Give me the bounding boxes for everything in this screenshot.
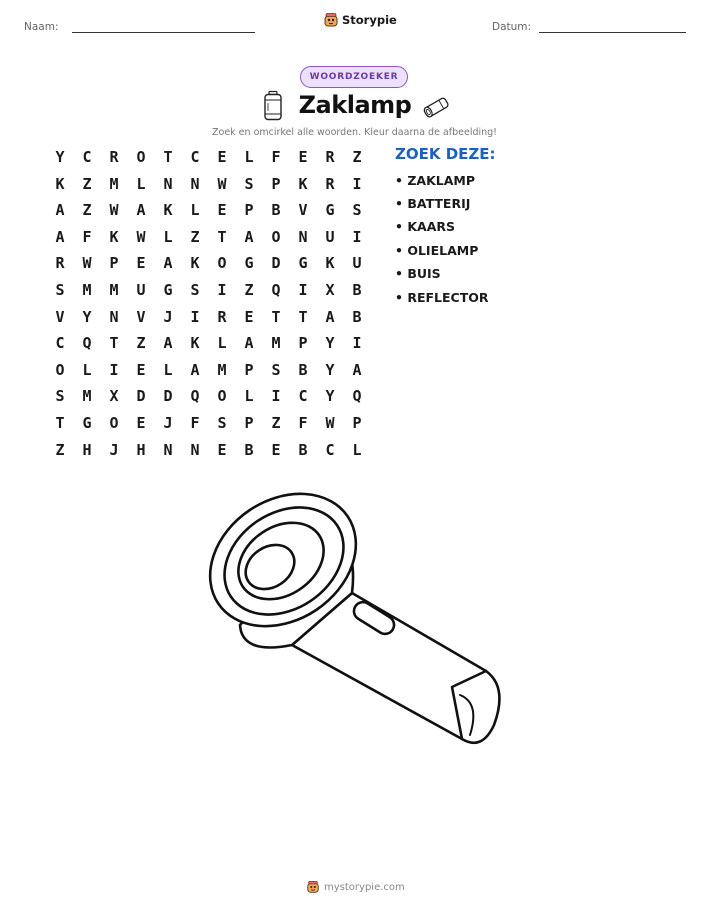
grid-letter[interactable]: E xyxy=(244,307,254,326)
name-label: Naam: xyxy=(24,21,59,33)
grid-letter[interactable]: L xyxy=(217,334,227,353)
page-title: Zaklamp xyxy=(298,91,412,119)
grid-letter[interactable]: B xyxy=(352,307,362,326)
grid-letter[interactable]: L xyxy=(244,387,254,406)
grid-letter[interactable]: Z xyxy=(82,201,92,220)
grid-letter[interactable]: I xyxy=(190,307,200,326)
grid-letter[interactable]: S xyxy=(217,414,227,432)
grid-letter[interactable]: E xyxy=(271,440,281,459)
grid-letter[interactable]: K xyxy=(298,174,308,193)
grid-row xyxy=(48,279,368,303)
grid-letter[interactable]: S xyxy=(244,174,254,193)
grid-letter[interactable]: D xyxy=(271,254,281,273)
grid-letter[interactable]: Z xyxy=(244,281,254,299)
grid-row xyxy=(48,385,368,409)
grid-letter[interactable]: E xyxy=(136,360,146,379)
grid-letter[interactable]: I xyxy=(352,227,362,246)
grid-letter[interactable]: F xyxy=(298,414,308,432)
grid-letter[interactable]: S xyxy=(55,281,65,299)
grid-letter[interactable]: Y xyxy=(55,148,65,166)
grid-letter[interactable]: A xyxy=(244,334,254,353)
grid-letter[interactable]: K xyxy=(109,227,119,246)
name-line[interactable] xyxy=(72,32,255,33)
grid-letter[interactable]: T xyxy=(55,414,65,432)
grid-letter[interactable]: O xyxy=(136,148,146,166)
grid-letter[interactable]: P xyxy=(271,174,281,193)
grid-letter[interactable]: E xyxy=(217,148,227,166)
grid-letter[interactable]: I xyxy=(217,281,227,299)
grid-letter[interactable]: A xyxy=(325,307,335,326)
grid-letter[interactable]: C xyxy=(55,334,65,353)
grid-letter[interactable]: B xyxy=(244,440,254,459)
grid-row xyxy=(48,173,368,197)
storypie-logo-icon xyxy=(323,12,339,28)
grid-row xyxy=(48,226,368,250)
grid-letter[interactable]: Q xyxy=(190,387,200,406)
grid-letter[interactable]: S xyxy=(55,387,65,406)
grid-letter[interactable]: O xyxy=(109,414,119,432)
grid-letter[interactable]: W xyxy=(109,201,119,220)
grid-letter[interactable]: P xyxy=(244,360,254,379)
grid-letter[interactable]: G xyxy=(163,281,173,299)
grid-letter[interactable]: R xyxy=(55,254,65,273)
grid-row xyxy=(48,332,368,356)
grid-letter[interactable]: Q xyxy=(82,334,92,353)
grid-letter[interactable]: T xyxy=(298,307,308,326)
grid-letter[interactable]: R xyxy=(325,148,335,166)
grid-letter[interactable]: G xyxy=(82,414,92,432)
grid-letter[interactable]: P xyxy=(244,414,254,432)
word-list-item: • KAARS xyxy=(395,219,456,234)
grid-letter[interactable]: Y xyxy=(325,387,335,406)
grid-letter[interactable]: C xyxy=(325,440,335,459)
grid-letter[interactable]: F xyxy=(190,414,200,432)
grid-letter[interactable]: L xyxy=(163,360,173,379)
grid-letter[interactable]: J xyxy=(109,440,119,459)
word-list-item: • REFLECTOR xyxy=(395,290,489,305)
grid-letter[interactable]: M xyxy=(109,174,119,193)
grid-letter[interactable]: Z xyxy=(55,440,65,459)
grid-letter[interactable]: M xyxy=(271,334,281,353)
brand-logo xyxy=(323,12,397,28)
grid-letter[interactable]: Z xyxy=(190,227,200,246)
puzzle-type-badge: WOORDZOEKER xyxy=(300,66,408,88)
grid-letter[interactable]: L xyxy=(352,440,362,459)
grid-letter[interactable]: L xyxy=(244,148,254,166)
grid-letter[interactable]: W xyxy=(217,174,227,193)
grid-letter[interactable]: U xyxy=(136,281,146,299)
grid-letter[interactable]: M xyxy=(82,387,92,406)
grid-row xyxy=(48,412,368,436)
grid-letter[interactable]: M xyxy=(217,360,227,379)
grid-letter[interactable]: A xyxy=(244,227,254,246)
grid-letter[interactable]: K xyxy=(190,254,200,273)
grid-letter[interactable]: V xyxy=(136,307,146,326)
grid-letter[interactable]: Z xyxy=(82,174,92,193)
flashlight-small-icon xyxy=(420,93,454,121)
grid-letter[interactable]: O xyxy=(271,227,281,246)
grid-letter[interactable]: W xyxy=(82,254,92,273)
grid-letter[interactable]: S xyxy=(190,281,200,299)
grid-letter[interactable]: D xyxy=(163,387,173,406)
grid-letter[interactable]: E xyxy=(298,148,308,166)
grid-letter[interactable]: O xyxy=(55,360,65,379)
grid-letter[interactable]: S xyxy=(352,201,362,220)
grid-letter[interactable]: L xyxy=(136,174,146,193)
grid-letter[interactable]: P xyxy=(352,414,362,432)
grid-letter[interactable]: Q xyxy=(352,387,362,406)
grid-letter[interactable]: H xyxy=(82,440,92,459)
grid-letter[interactable]: I xyxy=(271,387,281,406)
grid-letter[interactable]: T xyxy=(271,307,281,326)
grid-letter[interactable]: E xyxy=(217,440,227,459)
flashlight-illustration[interactable] xyxy=(190,485,520,785)
grid-letter[interactable]: L xyxy=(190,201,200,220)
footer xyxy=(306,880,405,894)
grid-letter[interactable]: L xyxy=(82,360,92,379)
grid-row xyxy=(48,252,368,276)
grid-letter[interactable]: R xyxy=(109,148,119,166)
grid-letter[interactable]: A xyxy=(55,227,65,246)
date-label: Datum: xyxy=(492,21,532,33)
word-list-title: ZOEK DEZE: xyxy=(395,145,496,163)
grid-letter[interactable]: V xyxy=(298,201,308,220)
grid-letter[interactable]: Y xyxy=(325,334,335,353)
grid-letter[interactable]: G xyxy=(325,201,335,220)
grid-letter[interactable]: E xyxy=(217,201,227,220)
grid-letter[interactable]: N xyxy=(190,174,200,193)
grid-letter[interactable]: U xyxy=(352,254,362,273)
battery-icon xyxy=(262,90,284,122)
grid-letter[interactable]: L xyxy=(163,227,173,246)
grid-letter[interactable]: X xyxy=(325,281,335,299)
grid-letter[interactable]: A xyxy=(352,360,362,379)
storypie-logo-icon xyxy=(306,880,320,894)
grid-letter[interactable]: K xyxy=(55,174,65,193)
grid-letter[interactable]: E xyxy=(136,254,146,273)
grid-letter[interactable]: R xyxy=(325,174,335,193)
grid-letter[interactable]: A xyxy=(190,360,200,379)
grid-letter[interactable]: F xyxy=(271,148,281,166)
grid-letter[interactable]: Z xyxy=(136,334,146,353)
grid-letter[interactable]: T xyxy=(109,334,119,353)
grid-letter[interactable]: B xyxy=(298,360,308,379)
grid-letter[interactable]: I xyxy=(352,334,362,353)
grid-letter[interactable]: I xyxy=(109,360,119,379)
grid-letter[interactable]: E xyxy=(136,414,146,432)
grid-letter[interactable]: M xyxy=(82,281,92,299)
grid-letter[interactable]: V xyxy=(55,307,65,326)
word-list-item: • ZAKLAMP xyxy=(395,173,476,188)
grid-letter[interactable]: B xyxy=(352,281,362,299)
date-line[interactable] xyxy=(539,32,686,33)
grid-letter[interactable]: T xyxy=(163,148,173,166)
grid-letter[interactable]: B xyxy=(271,201,281,220)
grid-letter[interactable]: H xyxy=(136,440,146,459)
grid-letter[interactable]: Z xyxy=(352,148,362,166)
grid-letter[interactable]: K xyxy=(325,254,335,273)
grid-letter[interactable]: O xyxy=(217,254,227,273)
grid-letter[interactable]: A xyxy=(136,201,146,220)
word-list-item: • BATTERIJ xyxy=(395,196,471,211)
grid-row xyxy=(48,306,368,330)
grid-letter[interactable]: U xyxy=(325,227,335,246)
grid-letter[interactable]: P xyxy=(109,254,119,273)
grid-letter[interactable]: S xyxy=(271,360,281,379)
grid-row xyxy=(48,439,368,463)
grid-letter[interactable]: C xyxy=(82,148,92,166)
grid-letter[interactable]: D xyxy=(136,387,146,406)
word-list-item: • BUIS xyxy=(395,266,441,281)
grid-letter[interactable]: J xyxy=(163,307,173,326)
grid-letter[interactable]: R xyxy=(217,307,227,326)
grid-letter[interactable]: N xyxy=(109,307,119,326)
grid-letter[interactable]: W xyxy=(325,414,335,432)
grid-row xyxy=(48,199,368,223)
grid-letter[interactable]: N xyxy=(163,174,173,193)
grid-letter[interactable]: F xyxy=(82,227,92,246)
grid-letter[interactable]: A xyxy=(55,201,65,220)
grid-letter[interactable]: I xyxy=(352,174,362,193)
grid-letter[interactable]: Y xyxy=(82,307,92,326)
grid-letter[interactable]: K xyxy=(190,334,200,353)
grid-letter[interactable]: M xyxy=(109,281,119,299)
grid-letter[interactable]: N xyxy=(190,440,200,459)
grid-letter[interactable]: A xyxy=(163,254,173,273)
grid-letter[interactable]: Y xyxy=(325,360,335,379)
grid-letter[interactable]: T xyxy=(217,227,227,246)
grid-letter[interactable]: Z xyxy=(271,414,281,432)
grid-letter[interactable]: N xyxy=(298,227,308,246)
instructions: Zoek en omcirkel alle woorden. Kleur daarna de afbeelding! xyxy=(212,127,497,138)
grid-letter[interactable]: G xyxy=(298,254,308,273)
grid-letter[interactable]: P xyxy=(244,201,254,220)
grid-letter[interactable]: N xyxy=(163,440,173,459)
grid-letter[interactable]: X xyxy=(109,387,119,406)
grid-letter[interactable]: C xyxy=(298,387,308,406)
grid-letter[interactable]: I xyxy=(298,281,308,299)
grid-letter[interactable]: K xyxy=(163,201,173,220)
grid-letter[interactable]: A xyxy=(163,334,173,353)
grid-letter[interactable]: Q xyxy=(271,281,281,299)
grid-row xyxy=(48,146,368,170)
brand-name: Storypie xyxy=(342,13,397,27)
grid-letter[interactable]: G xyxy=(244,254,254,273)
grid-row xyxy=(48,359,368,383)
footer-url[interactable]: mystorypie.com xyxy=(324,881,405,893)
word-list-item: • OLIELAMP xyxy=(395,243,479,258)
grid-letter[interactable]: J xyxy=(163,414,173,432)
grid-letter[interactable]: O xyxy=(217,387,227,406)
grid-letter[interactable]: W xyxy=(136,227,146,246)
grid-letter[interactable]: C xyxy=(190,148,200,166)
grid-letter[interactable]: P xyxy=(298,334,308,353)
grid-letter[interactable]: B xyxy=(298,440,308,459)
